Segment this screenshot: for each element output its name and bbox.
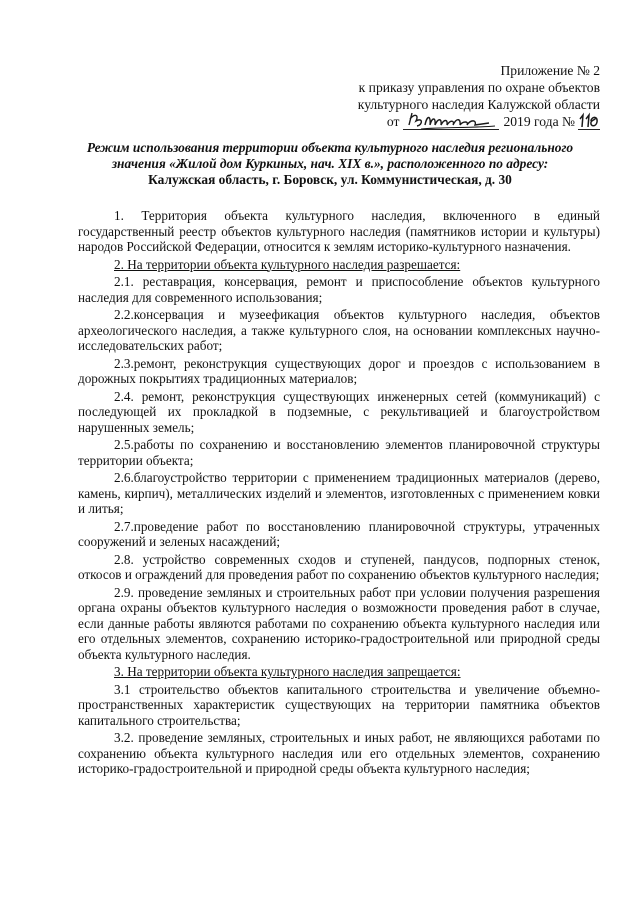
document-title	[70, 140, 590, 188]
order-date-line	[387, 113, 600, 130]
paragraph-2-7: 2.7.проведение работ по восстановлению планировочной структуры, утраченных сооружений и зеленых насаждений;	[78, 518, 600, 549]
title-line-2: значения «Жилой дом Куркиных, нач. XIX в.», расположенного по адресу:	[111, 156, 549, 171]
paragraph-1: 1. Территория объекта культурного наследия, включенного в единый государственный реестр объектов культурного наследия (памятников истории и культуры) народов Российской Федерации, относится к землям историко-культурного назначения.	[78, 208, 600, 254]
year-and-number-label: 2019 года №	[503, 114, 575, 129]
appendix-number: Приложение № 2	[500, 63, 600, 78]
handwritten-number-signature-icon	[578, 109, 600, 131]
paragraph-2-6: 2.6.благоустройство территории с применением традиционных материалов (дерево, камень, кирпич), металлических изделий и элементов, изготовленных с применением ковки и литья;	[78, 470, 600, 516]
order-reference-line-1: к приказу управления по охране объектов	[358, 80, 600, 95]
paragraph-2-8: 2.8. устройство современных сходов и ступеней, пандусов, подпорных стенок, откосов и ограждений для проведения работ по сохранению объектов культурного наследия;	[78, 551, 600, 582]
paragraph-2-1: 2.1. реставрация, консервация, ремонт и приспособление объектов культурного наследия для современного использования;	[78, 274, 600, 305]
paragraph-2-9: 2.9. проведение земляных и строительных работ при условии получения разрешения органа охраны объектов культурного наследия о возможности проведения работ в случае, если данные работы являются работами по сохранению объекта культурного наследия или его отдельных элементов, сохранению историко-градостроительной или природной среды объекта культурного наследия.	[78, 584, 600, 662]
section-2-heading: 2. На территории объекта культурного наследия разрешается:	[114, 256, 461, 272]
paragraph-3-1: 3.1 строительство объектов капитального строительства и увеличение объемно-пространственных характеристик существующих на территории памятника объектов капитального строительства;	[78, 681, 600, 728]
paragraph-2-2: 2.2.консервация и музеефикация объектов культурного наследия, объектов археологического наследия, а также культурного слоя, на основании комплексных научно-исследовательских работ;	[78, 307, 600, 353]
paragraph-2-3: 2.3.ремонт, реконструкция существующих дорог и проездов с использованием в дорожных покрытиях традиционных материалов;	[78, 355, 600, 386]
paragraph-3-2: 3.2. проведение земляных, строительных и иных работ, не являющихся работами по сохранению объекта культурного наследия или его отдельных элементов, сохранению историко-градостроительной и природной среды объекта культурного наследия;	[78, 730, 600, 776]
title-line-1: Режим использования территории объекта культурного наследия регионального	[86, 140, 574, 155]
paragraph-2-5: 2.5.работы по сохранению и восстановлению элементов планировочной структуры территории объекта;	[78, 437, 600, 468]
handwritten-date	[403, 113, 499, 130]
handwritten-date-signature-icon	[403, 109, 499, 131]
handwritten-number	[578, 113, 600, 130]
order-reference-line-2: культурного наследия Калужской области	[357, 97, 600, 112]
paragraph-2-4: 2.4. ремонт, реконструкция существующих инженерных сетей (коммуникаций) с последующей их прокладкой в подземные, с рекультивацией и благоустройством нарушенных земель;	[78, 388, 600, 435]
section-3-heading: 3. На территории объекта культурного наследия запрещается:	[114, 664, 461, 679]
document-body	[78, 208, 600, 779]
title-line-3: Калужская область, г. Боровск, ул. Коммунистическая, д. 30	[148, 172, 512, 187]
from-label: от	[386, 114, 400, 129]
appendix-header	[332, 62, 600, 130]
